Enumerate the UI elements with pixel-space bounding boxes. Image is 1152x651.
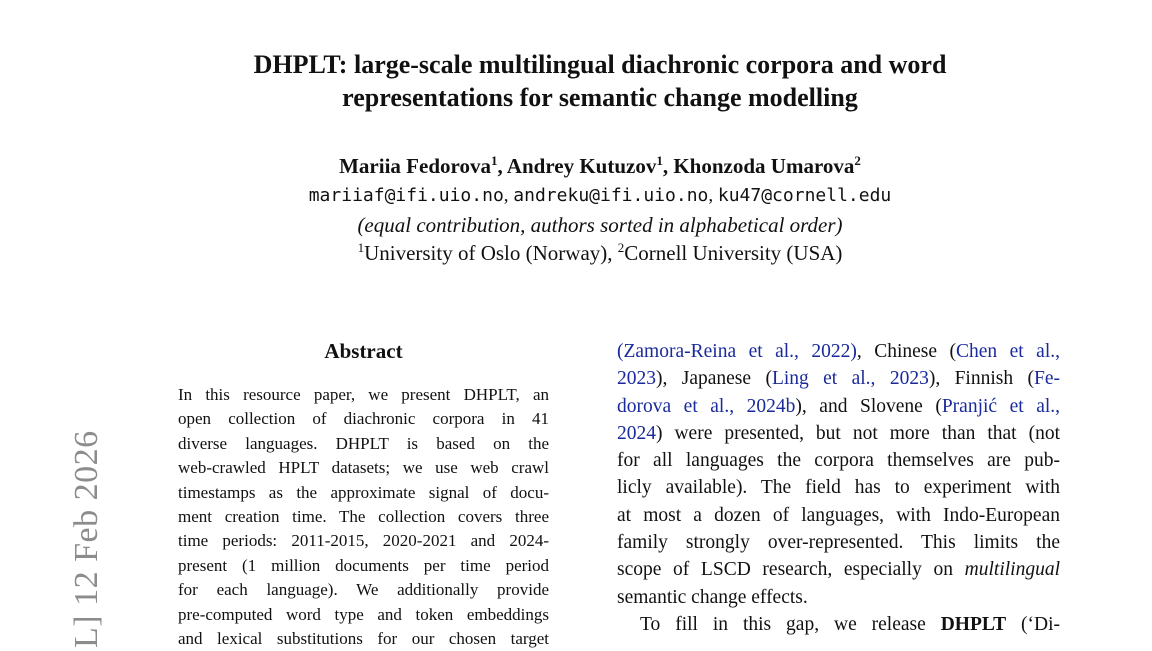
affiliations — [150, 239, 1050, 267]
body-text: , Chinese ( — [856, 341, 957, 362]
author-list: Mariia Fedorova$^1$, Andrey Kutuzov$^1$, Khonzoda Umarova$^2$ — [339, 153, 861, 178]
paper-title — [150, 48, 1050, 114]
arxiv-side-stamp: L] 12 Feb 2026 — [68, 430, 105, 648]
affiliation-name: University of Oslo (Norway), — [364, 241, 618, 265]
emphasis-text: multilingual — [964, 559, 1060, 581]
author-name: Mariia Fedorova — [339, 154, 491, 178]
citation-link[interactable]: dorova et al., 2024b — [617, 395, 796, 417]
body-line — [617, 611, 1060, 638]
citation-link[interactable]: Pranjić et al., — [941, 395, 1061, 417]
bold-text: DHPLT — [940, 613, 1007, 635]
abstract-line: web-crawled HPLT datasets; we use web crawl — [178, 458, 549, 478]
body-line — [617, 393, 1060, 420]
body-line — [617, 556, 1060, 583]
abstract-line: open collection of diachronic corpora in 41 — [178, 409, 549, 429]
email-link[interactable]: ku47@cornell.edu — [717, 185, 892, 206]
body-text: (‘Di- — [1006, 613, 1060, 635]
author-affiliation-mark: 2 — [854, 153, 861, 168]
author-name: Khonzoda Umarova — [673, 154, 855, 178]
abstract-line: In this resource paper, we present DHPLT, an — [178, 385, 549, 404]
body-text: To fill in this gap, we release — [640, 613, 941, 635]
body-line: at most a dozen of languages, with Indo-European — [617, 504, 1060, 526]
body-line: semantic change effects. — [617, 586, 808, 608]
author-affiliation-mark: 1 — [490, 153, 498, 168]
contribution-note: (equal contribution, authors sorted in alphabetical order) — [357, 213, 843, 237]
abstract-line: present (1 million documents per time period — [178, 555, 549, 575]
abstract-line: and lexical substitutions for our chosen target — [178, 628, 549, 648]
body-line — [617, 365, 1060, 392]
abstract-heading: Abstract — [324, 339, 403, 363]
affiliation-name: Cornell University (USA) — [624, 241, 843, 265]
author-emails: mariiaf@ifi.uio.no, andreku@ifi.uio.no, ku47@cornell.edu — [308, 185, 892, 206]
body-text: ), Finnish ( — [928, 368, 1034, 390]
abstract-line: ment creation time. The collection covers three — [178, 506, 549, 526]
citation-link[interactable]: 2024 — [617, 422, 656, 444]
title-line-1: DHPLT: large-scale multilingual diachronic corpora and word — [253, 50, 947, 79]
body-line: licly available). The field has to experiment with — [617, 477, 1060, 499]
affiliation-mark: 2 — [617, 240, 625, 255]
body-line — [617, 420, 1060, 447]
citation-link[interactable]: (Zamora-Reina et al., 2022) — [617, 341, 857, 362]
abstract-line: timestamps as the approximate signal of docu- — [178, 482, 549, 502]
abstract-body — [178, 383, 549, 651]
citation-link[interactable]: Chen et al., — [956, 341, 1060, 362]
body-text: ) were presented, but not more than that (not — [656, 422, 1060, 444]
body-text: ), Japanese ( — [656, 368, 772, 390]
abstract-line: time periods: 2011-2015, 2020-2021 and 2024- — [178, 531, 549, 551]
abstract-line: for each language). We additionally provide — [178, 580, 549, 600]
citation-link[interactable]: 2023 — [617, 368, 656, 390]
citation-link[interactable]: Ling et al., 2023 — [771, 368, 929, 390]
email-link[interactable]: mariiaf@ifi.uio.no — [308, 185, 504, 206]
body-line — [617, 338, 1060, 365]
title-line-2: representations for semantic change modelling — [342, 83, 858, 112]
author-affiliation-mark: 1 — [656, 153, 663, 168]
abstract-line: diverse languages. DHPLT is based on the — [178, 433, 549, 453]
body-line: family strongly over-represented. This limits the — [617, 532, 1060, 554]
body-text: scope of LSCD research, especially on — [617, 559, 965, 581]
email-link[interactable]: andreku@ifi.uio.no — [513, 185, 709, 206]
citation-link[interactable]: Fe- — [1033, 368, 1060, 390]
abstract-line: pre-computed word type and token embeddings — [178, 604, 549, 624]
body-text-right-column — [617, 338, 1060, 638]
author-name: Andrey Kutuzov — [506, 154, 657, 178]
affiliation-mark: 1 — [357, 240, 365, 255]
body-line: for all languages the corpora themselves are pub- — [617, 450, 1060, 472]
body-text: ), and Slovene ( — [795, 395, 942, 417]
